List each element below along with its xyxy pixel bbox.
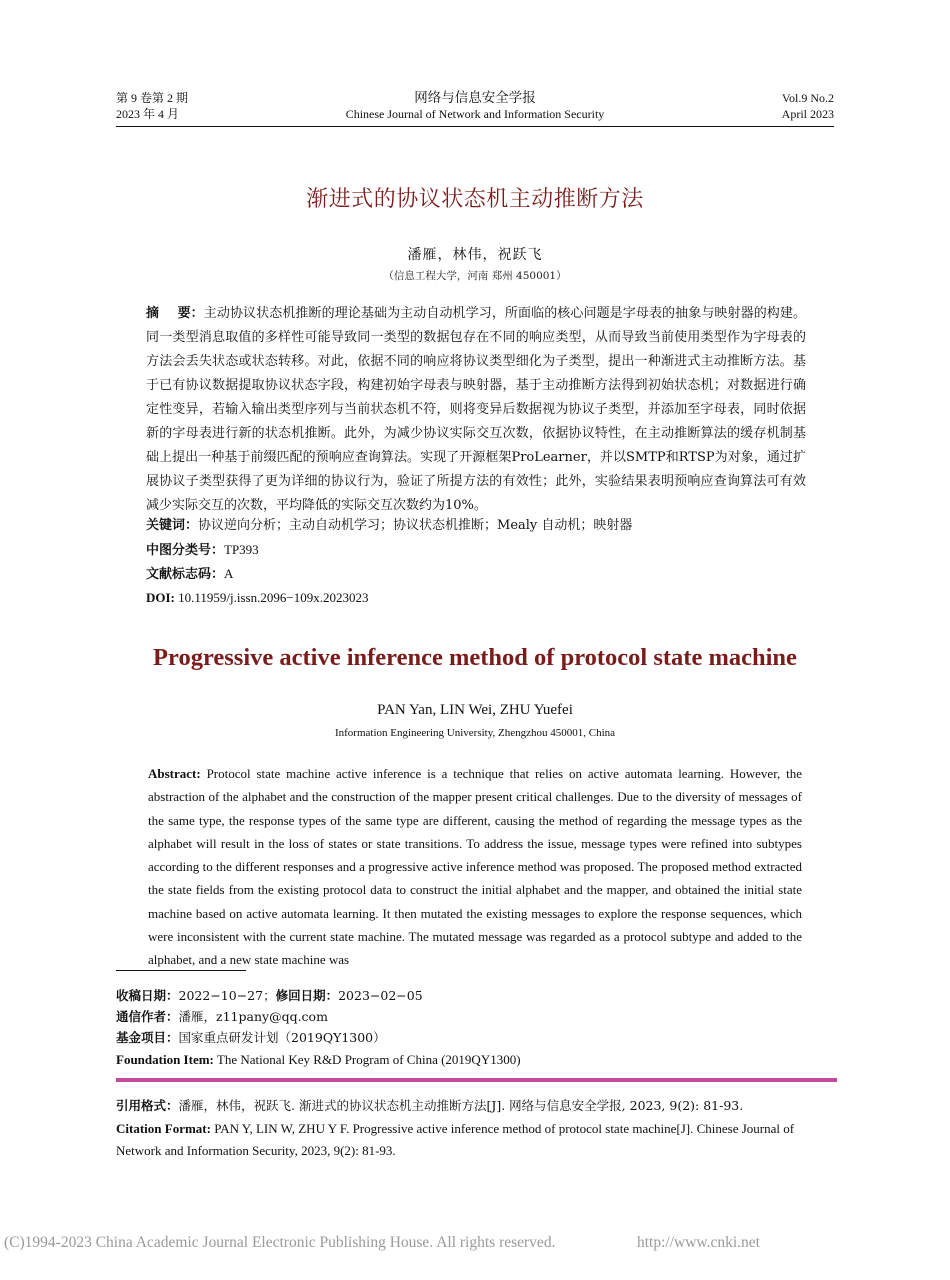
abstract-cn-label: 摘 要： xyxy=(146,306,204,321)
abstract-en-label: Abstract: xyxy=(148,766,201,781)
citation-cn: 引用格式：潘雁，林伟，祝跃飞. 渐进式的协议状态机主动推断方法[J]. 网络与信息安全学报, 2023, 9(2): 81-93. xyxy=(116,1098,744,1113)
footnote-funding: 基金项目：国家重点研发计划（2019QY1300） xyxy=(116,1030,386,1045)
affiliation-en: Information Engineering University, Zhengzhou 450001, China xyxy=(334,727,616,739)
keywords-cn: 关键词：协议逆向分析；主动自动机学习；协议状态机推断；Mealy 自动机；映射器 xyxy=(146,518,633,533)
citation-en: Citation Format: PAN Y, LIN W, ZHU Y F. Progressive active inference method of protocol state machine[J]. Chinese Journal of Network and Information Security, 2023, 9(2): 81-93. xyxy=(116,1121,795,1158)
doi: DOI: 10.11959/j.issn.2096−109x.2023023 xyxy=(146,590,369,605)
header-vol-no: Vol.9 No.2 April 2023 xyxy=(781,91,834,121)
running-header xyxy=(116,90,834,124)
paper-title-en: Progressive active inference method of protocol state machine xyxy=(153,644,797,671)
clc-number: 中图分类号：TP393 xyxy=(146,542,259,558)
header-volume-issue: 第 9 卷第 2 期 2023 年 4 月 xyxy=(116,91,189,121)
paper-title-cn: 渐进式的协议状态机主动推断方法 xyxy=(306,187,644,212)
abstract-cn-text: 主动协议状态机推断的理论基础为主动自动机学习，所面临的核心问题是字母表的抽象与映射器的构建。同一类型消息取值的多样性可能导致同一类型的数据包存在不同的响应类型，从而导致当前使用类型作为字母表的方法会丢失状态或状态转移。对此，依据不同的响应将协议类型细化为子类型，提出一种渐进式主动推断方法。基于已有协议数据提取协议状态字段，构建初始字母表与映射器，基于主动推断方法得到初始状态机；对数据进行确定性变异，若输入输出类型序列与当前状态机不符，则将变异后数据视为协议子类型，并添加至字母表，同时依据新的字母表进行新的状态机推断。此外，为减少协议实际交互次数，依据协议特性，在主动推断算法的缓存机制基础上提出一种基于前缀匹配的预响应查询算法。实现了开源框架ProLearner，并以SMTP和RTSP为对象，通过扩展协议子类型获得了更为详细的协议行为，验证了所提方法的有效性；此外，实验结果表明预响应查询算法可有效减少实际交互的次数，平均降低的实际交互次数约为10%。 xyxy=(146,306,806,513)
header-journal-name: 网络与信息安全学报 Chinese Journal of Network and Information Security xyxy=(345,90,605,121)
copyright-text: (C)1994-2023 China Academic Journal Electronic Publishing House. All rights reserved. xyxy=(4,1234,556,1251)
header-divider xyxy=(116,126,834,127)
footnote-divider xyxy=(116,970,246,971)
affiliation-cn: （信息工程大学，河南 郑州 450001） xyxy=(383,270,567,282)
authors-cn: 潘雁，林伟，祝跃飞 xyxy=(407,247,543,263)
authors-en: PAN Yan, LIN Wei, ZHU Yuefei xyxy=(377,702,573,718)
cnki-link[interactable]: http://www.cnki.net xyxy=(637,1234,760,1251)
abstract-cn xyxy=(146,302,806,518)
doi-link[interactable]: 10.11959/j.issn.2096−109x.2023023 xyxy=(174,590,369,605)
footnote-corresponding-author: 通信作者：潘雁，z11pany@qq.com xyxy=(116,1009,328,1024)
abstract-en xyxy=(148,762,802,972)
document-code: 文献标志码：A xyxy=(146,566,234,582)
footnote-dates: 收稿日期：2022−10−27；修回日期：2023−02−05 xyxy=(116,988,423,1003)
abstract-en-text: Protocol state machine active inference is a technique that relies on active automata learning. However, the abstraction of the alphabet and the construction of the mapper present critical challenges. Due to the diversity of messages of the same type, the response types of the same type are different, causing the method of regarding the message types as the alphabet will result in the loss of states or state transitions. To address the issue, message types were refined into subtypes according to the different responses and a progressive active inference method was proposed. The proposed method extracted the state fields from the existing protocol data to construct the initial alphabet and the mapper, and obtained the initial state machine based on active automata learning. It then mutated the existing messages to explore the response sequences, which were inconsistent with the current state machine. The mutated message was regarded as a protocol subtype and added to the alphabet, and a new state machine was xyxy=(148,766,802,968)
citation-divider xyxy=(116,1078,837,1082)
footnote-funding-en: Foundation Item: The National Key R&D Program of China (2019QY1300) xyxy=(116,1052,521,1067)
